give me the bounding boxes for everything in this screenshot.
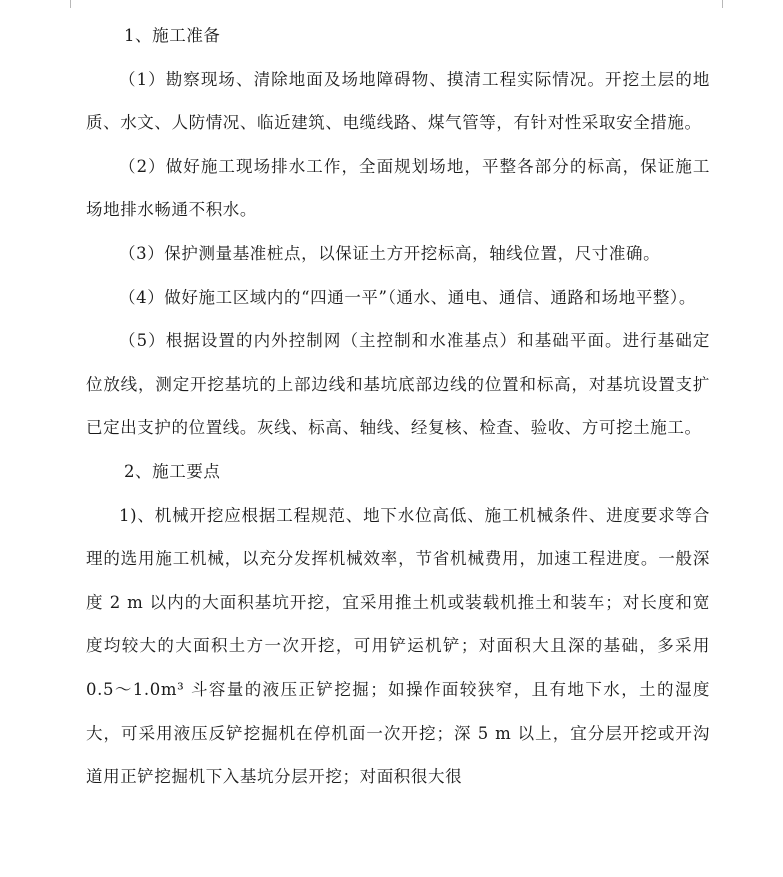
paragraph-control-network: （5）根据设置的内外控制网（主控制和水准基点）和基础平面。进行基础定位放线，测定开挖基坑的上部边线和基坑底部边线的位置和标高，对基坑设置支扩已定出支护的位置线。灰线、标高、轴线、经复核、检查、验收、方可挖土施工。 [86,331,710,438]
paragraph-drainage: （2）做好施工现场排水工作，全面规划场地，平整各部分的标高，保证施工场地排水畅通不积水。 [86,156,710,220]
paragraph-site-survey: （1）勘察现场、清除地面及场地障碍物、摸清工程实际情况。开挖土层的地质、水文、人防情况、临近建筑、电缆线路、煤气管等，有针对性采取安全措施。 [86,69,710,133]
document-body [86,14,710,799]
paragraph-mechanical-excavation: 1)、机械开挖应根据工程规范、地下水位高低、施工机械条件、进度要求等合理的选用施工机械，以充分发挥机械效率，节省机械费用，加速工程进度。一般深度 2 m 以内的大面积基坑开挖，宜采用推土机或装载机推土和装车；对长度和宽度均较大的大面积土方一次开挖，可用铲运机铲；对面积大且深的基础，多采用 0.5～1.0m³ 斗容量的液压正铲挖掘；如操作面较狭窄，且有地下水，土的湿度大，可采用液压反铲挖掘机在停机面一次开挖；深 5 m 以上，宜分层开挖或开沟道用正铲挖掘机下入基坑分层开挖；对面积很大很 [86,505,710,787]
margin-corner-mark-left [58,0,71,8]
section-heading-preparation: 1、施工准备 [123,26,221,45]
margin-corner-mark-right [722,0,735,8]
paragraph-survey-markers: （3）保护测量基准桩点，以保证土方开挖标高，轴线位置，尺寸准确。 [119,243,661,263]
paragraph-four-connections: （4）做好施工区域内的“四通一平”（通水、通电、通信、通路和场地平整）。 [119,287,696,307]
section-heading-key-points: 2、施工要点 [123,461,221,481]
